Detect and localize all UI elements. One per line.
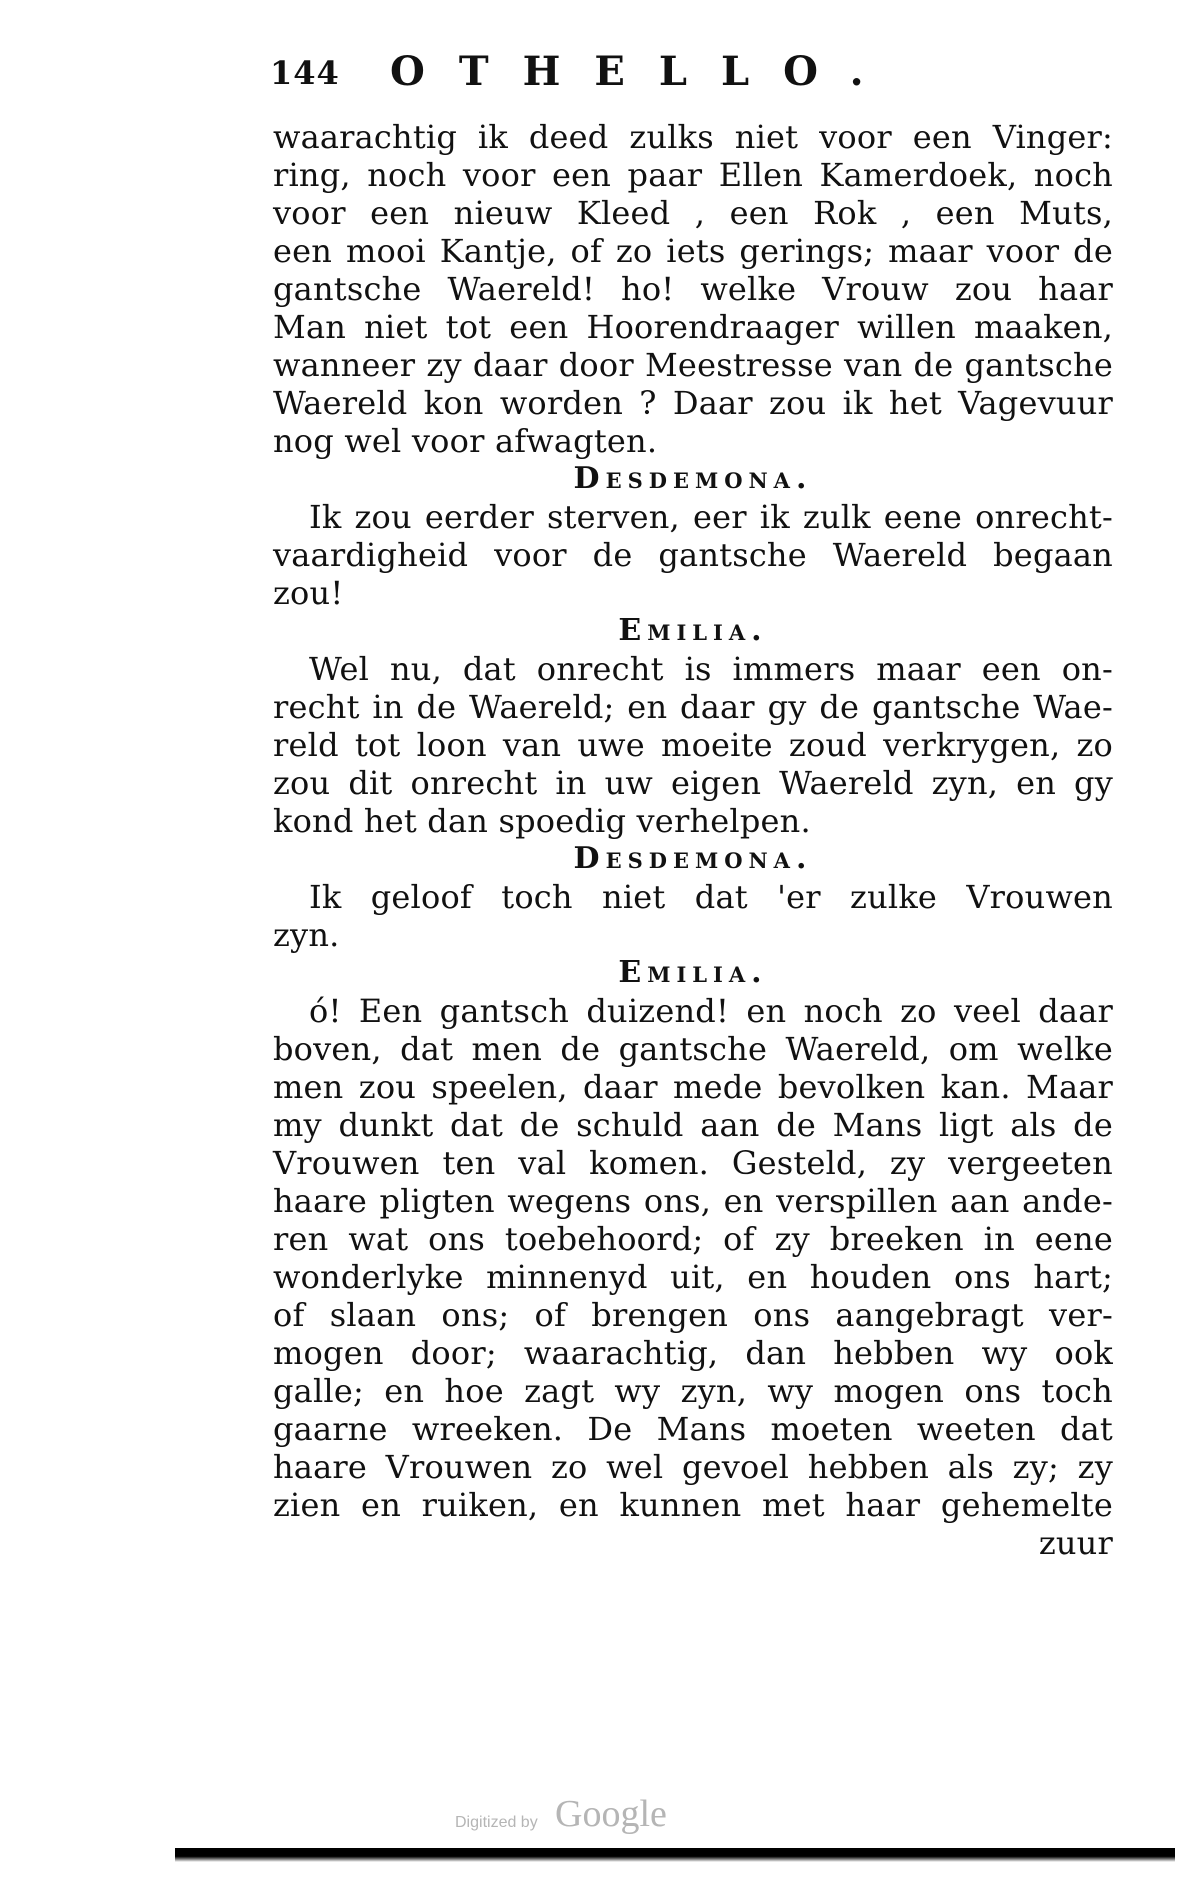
speaker-heading: Emilia. [618,613,768,648]
text-line: Vrouwen ten val komen. Gesteld, zy vergeeten [273,1144,1113,1182]
text-line: galle; en hoe zagt wy zyn, wy mogen ons toch [273,1372,1113,1410]
paragraph-desdemona [273,878,1113,954]
text-line: zyn. [273,916,340,954]
paragraph-emilia [273,650,1113,840]
text-line: zou! [273,574,344,612]
page-bottom-edge [175,1848,1175,1862]
speaker-heading: Desdemona. [573,461,813,496]
text-line: Ik zou eerder sterven, eer ik zulk eene onrecht- [309,498,1113,536]
digitized-watermark [455,1792,755,1842]
text-line: waarachtig ik deed zulks niet voor een Vinger: [273,118,1113,156]
text-line: Waereld kon worden ? Daar zou ik het Vagevuur [273,384,1113,422]
text-line: voor een nieuw Kleed , een Rok , een Muts, [273,194,1113,232]
text-line: kond het dan spoedig verhelpen. [273,802,811,840]
watermark-google-logo: Google [555,1793,667,1835]
page-text [273,118,1113,1562]
text-line: Wel nu, dat onrecht is immers maar een on- [309,650,1113,688]
paragraph-emilia-continued [273,118,1113,460]
text-line: gaarne wreeken. De Mans moeten weeten dat [273,1410,1113,1448]
text-line: vaardigheid voor de gantsche Waereld begaan [273,536,1113,574]
text-line: of slaan ons; of brengen ons aangebragt ver- [273,1296,1113,1334]
text-line: wanneer zy daar door Meestresse van de gantsche [273,346,1113,384]
text-line: wonderlyke minnenyd uit, en houden ons hart; [273,1258,1113,1296]
text-line: recht in de Waereld; en daar gy de gantsche Wae- [273,688,1113,726]
watermark-digitized-text: Digitized by [455,1814,538,1831]
text-line: men zou speelen, daar mede bevolken kan. Maar [273,1068,1113,1106]
paragraph-emilia [273,992,1113,1524]
text-line: Ik geloof toch niet dat 'er zulke Vrouwen [309,878,1113,916]
text-line: ring, noch voor een paar Ellen Kamerdoek, noch [273,156,1113,194]
speaker-heading: Emilia. [618,955,768,990]
text-line: een mooi Kantje, of zo iets gerings; maar voor de [273,232,1113,270]
page-header [270,42,1000,102]
catchword: zuur [1038,1524,1113,1562]
text-line: reld tot loon van uwe moeite zoud verkrygen, zo [273,726,1113,764]
text-line: my dunkt dat de schuld aan de Mans ligt als de [273,1106,1113,1144]
paragraph-desdemona [273,498,1113,612]
text-line: haare pligten wegens ons, en verspillen aan ande- [273,1182,1113,1220]
text-line: haare Vrouwen zo wel gevoel hebben als zy; zy [273,1448,1113,1486]
text-line: zien en ruiken, en kunnen met haar gehemelte [273,1486,1113,1524]
text-line: zou dit onrecht in uw eigen Waereld zyn, en gy [273,764,1113,802]
page-number: 144 [270,54,340,92]
text-line: Man niet tot een Hoorendraager willen maaken, [273,308,1113,346]
speaker-heading: Desdemona. [573,841,813,876]
text-line: ren wat ons toebehoord; of zy breeken in eene [273,1220,1113,1258]
text-line: gantsche Waereld! ho! welke Vrouw zou haar [273,270,1113,308]
running-title: OTHELLO. [390,48,898,95]
text-line: nog wel voor afwagten. [273,422,658,460]
text-line: boven, dat men de gantsche Waereld, om welke [273,1030,1113,1068]
text-line: ó! Een gantsch duizend! en noch zo veel daar [309,992,1113,1030]
text-line: mogen door; waarachtig, dan hebben wy ook [273,1334,1113,1372]
